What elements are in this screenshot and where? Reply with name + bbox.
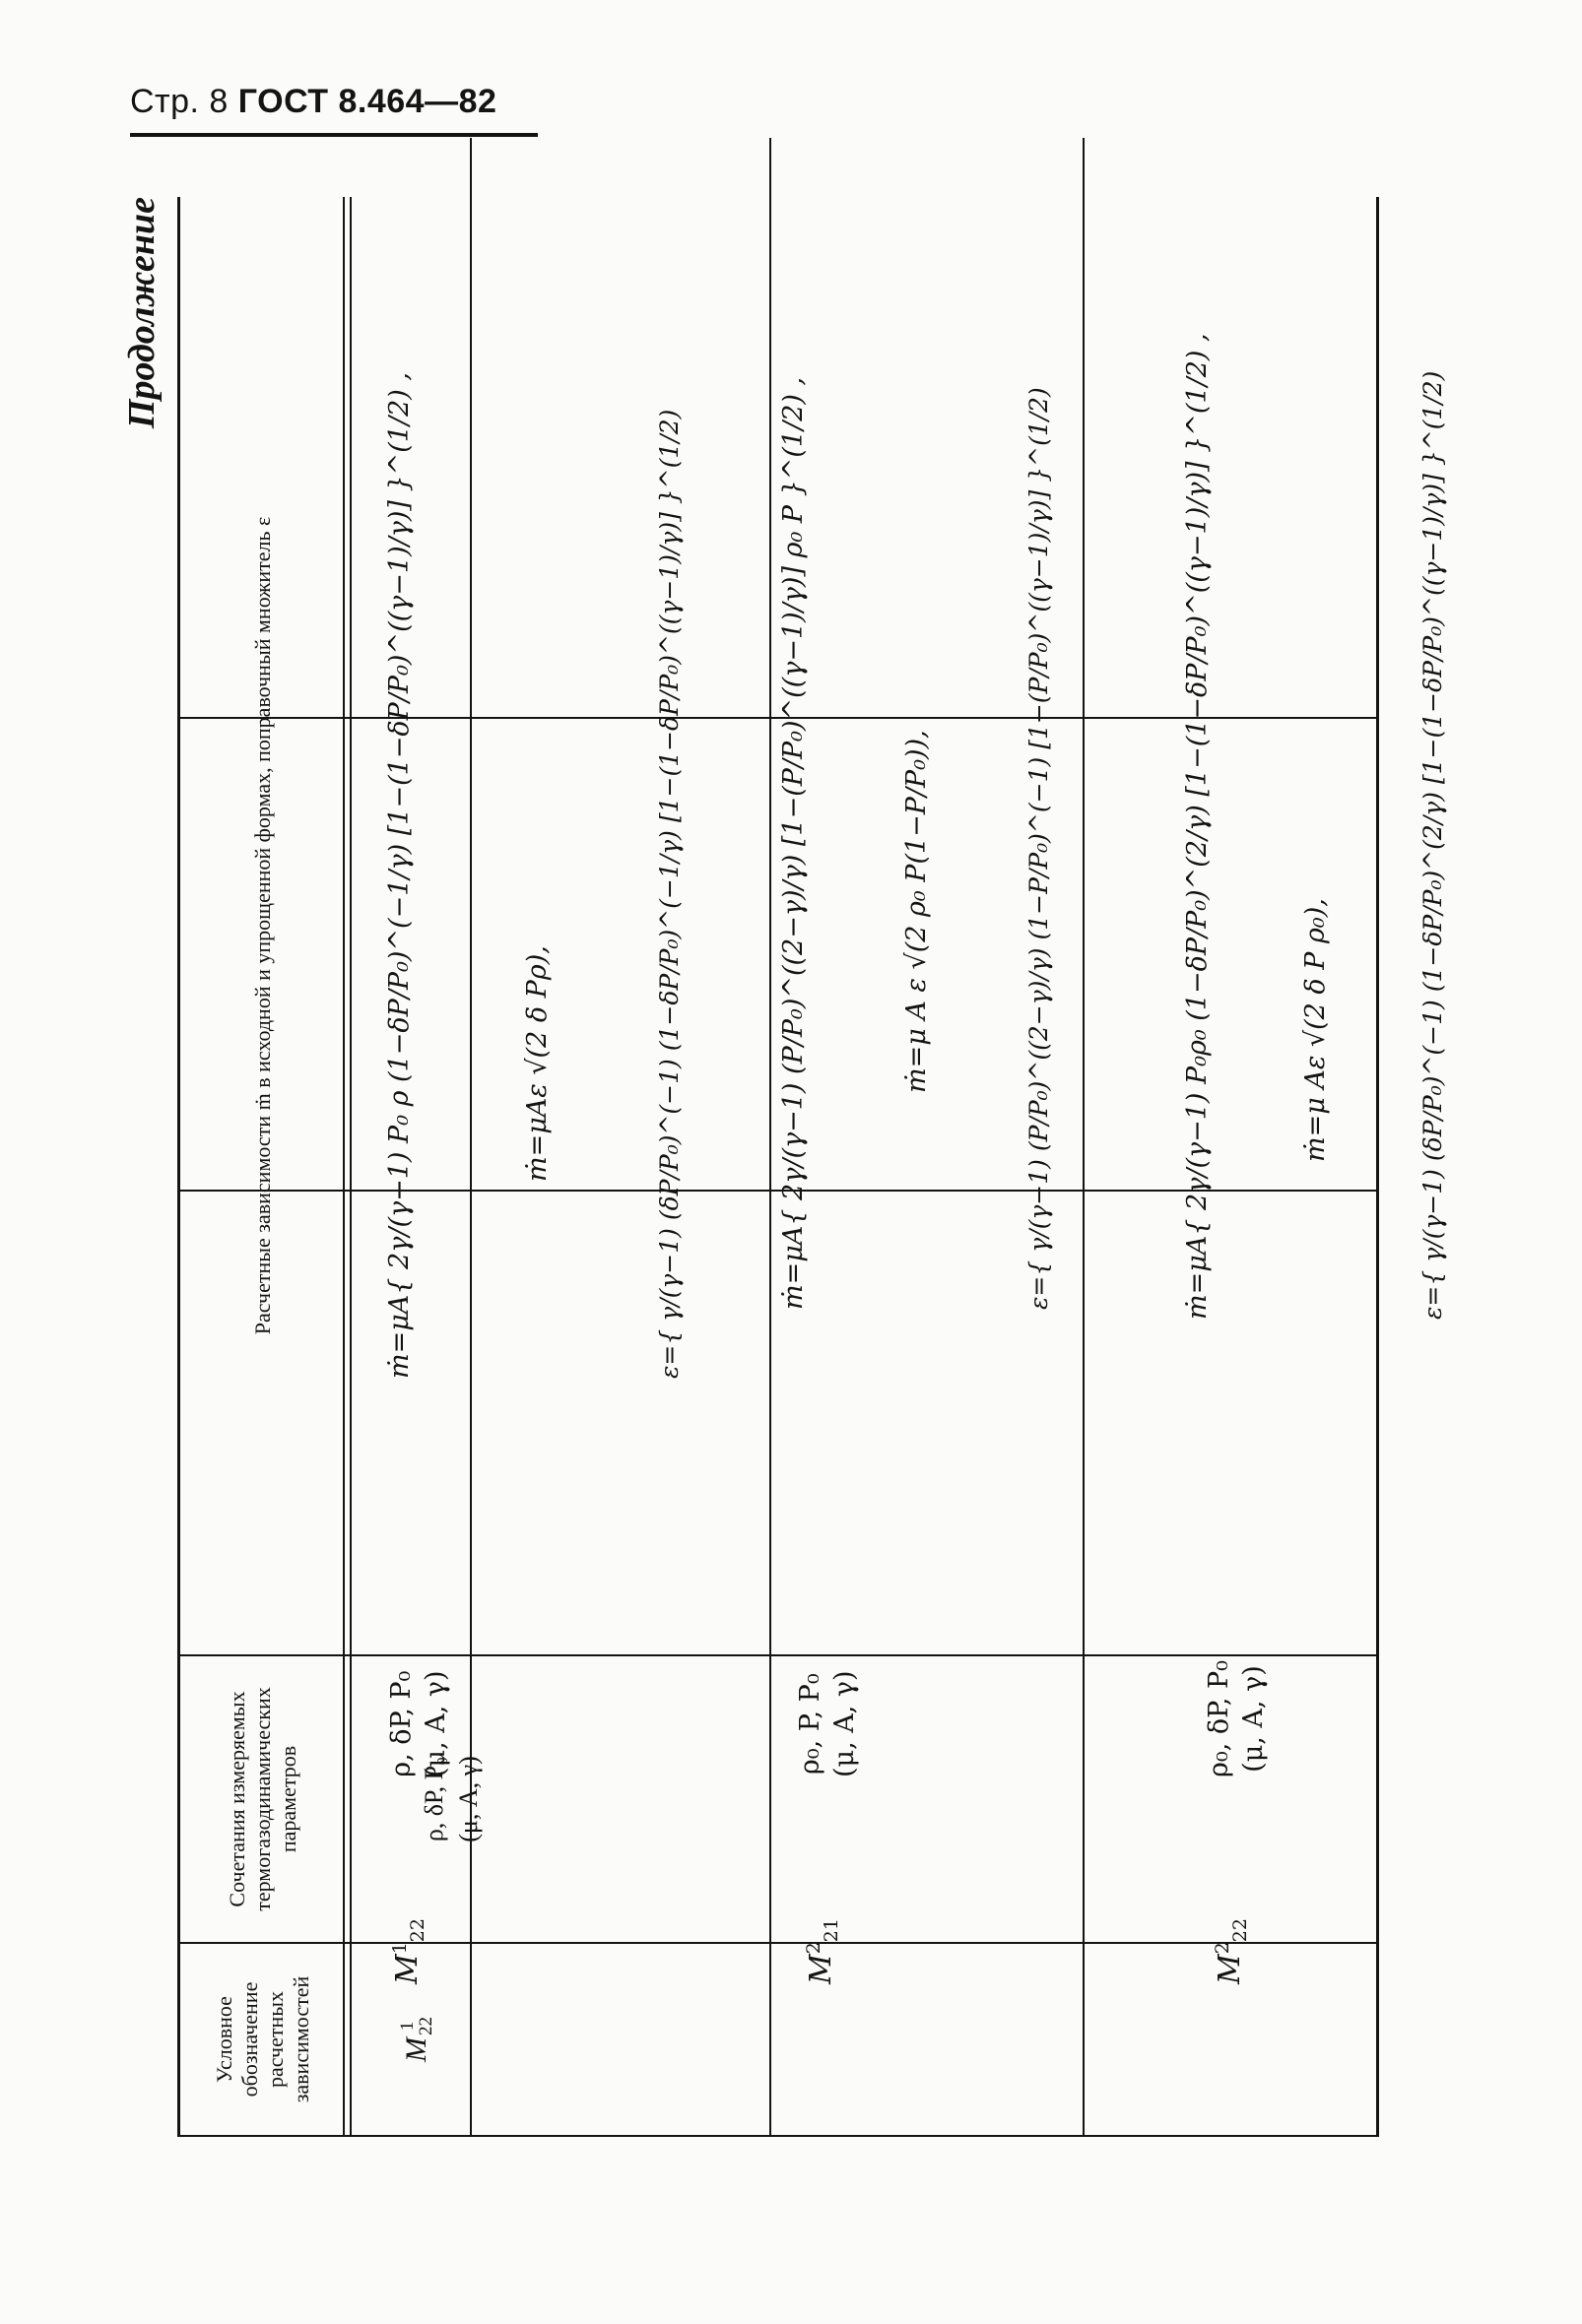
code-sub: 22 (1229, 1918, 1251, 1943)
formula-m1-22-simplified: ṁ=μAε √(2 δ Pρ), (522, 945, 553, 1182)
code-sub: 21 (821, 1918, 842, 1943)
standard-number: ГОСТ 8.464—82 (237, 83, 497, 120)
params-line: (μ, A, γ) (1238, 1665, 1270, 1773)
params-line: ρ₀, P, P₀ (795, 1673, 825, 1775)
formula-m1-22-full: ṁ=μA{ 2γ/(γ−1) P₀ ρ (1−δP/P₀)^(−1/γ) [1−(1−δP/P₀)^((γ−1)/γ)] }^(1/2) , (384, 372, 415, 1379)
formula-m2-22-epsilon: ε={ γ/(γ−1) (δP/P₀)^(−1) (1−δP/P₀)^(2/γ) [1−(1−δP/P₀)^((γ−1)/γ)] }^(1/2) (1418, 370, 1447, 1320)
page-number: Стр. 8 (130, 83, 229, 120)
params-line: ρ, δP, P₀ (386, 1670, 417, 1777)
col-header-parameters: Сочетания измеряемых термогазодинамических параметров (225, 1687, 300, 1911)
formula-m2-21-simplified: ṁ=μ A ε √(2 ρ₀ P(1−P/P₀)), (901, 730, 932, 1093)
code-sup: 2 (1212, 1942, 1233, 1955)
code-base: M (400, 2037, 432, 2062)
code-sub: 22 (407, 1918, 428, 1943)
row-code-m1-22-label (389, 1918, 428, 1984)
code-base: M (804, 1954, 838, 1984)
params-line: (μ, A, γ) (421, 1670, 452, 1777)
formula-m2-22-simplified: ṁ=μ Aε √(2 δ P ρ₀), (1300, 898, 1331, 1162)
formula-m2-21-full: ṁ=μA{ 2γ/(γ−1) (P/P₀)^((2−γ)/γ) [1−(P/P₀)^((γ−1)/γ)] ρ₀ P }^(1/2) , (778, 376, 809, 1310)
row-code-m2-22-label (1212, 1918, 1251, 1984)
params-line: ρ, δP, P₀ (419, 1756, 448, 1842)
code-base: M (390, 1954, 425, 1984)
formula-m2-22-full: ṁ=μA{ 2γ/(γ−1) P₀ρ₀ (1−δP/P₀)^(2/γ) [1−(1−δP/P₀)^((γ−1)/γ)] }^(1/2) , (1182, 333, 1213, 1320)
formula-m1-22-epsilon: ε={ γ/(γ−1) (δP/P₀)^(−1) (1−δP/P₀)^(−1/γ) [1−(1−δP/P₀)^((γ−1)/γ)] }^(1/2) (655, 409, 684, 1379)
row-params-m2-22-rot (1202, 1660, 1271, 1777)
row-params-m2-21-rot (793, 1670, 862, 1777)
code-sub: 22 (416, 2017, 436, 2035)
col-header-formulas: Расчетные зависимости ṁ в исходной и упрощенной формах, поправочный множитель ε (250, 516, 276, 1335)
code-sup: 2 (803, 1942, 824, 1955)
code-base: M (1213, 1954, 1247, 1984)
formula-m2-21-epsilon: ε={ γ/(γ−1) (P/P₀)^((2−γ)/γ) (1−P/P₀)^(−1) [1−(P/P₀)^((γ−1)/γ)] }^(1/2) (1024, 387, 1053, 1310)
col-header-designation: Условное обозначение расчетных зависимостей (212, 1975, 313, 2103)
params-line: (μ, A, γ) (454, 1756, 483, 1842)
code-sup: 1 (397, 2021, 418, 2032)
row-params-m1-22-rot (384, 1670, 453, 1777)
row-code-m2-21-label (803, 1918, 842, 1984)
code-sup: 1 (389, 1942, 411, 1955)
params-line: ρ₀, δP, P₀ (1204, 1660, 1234, 1777)
continuation-label: Продолжение (121, 197, 163, 429)
params-line: (μ, A, γ) (829, 1670, 861, 1777)
